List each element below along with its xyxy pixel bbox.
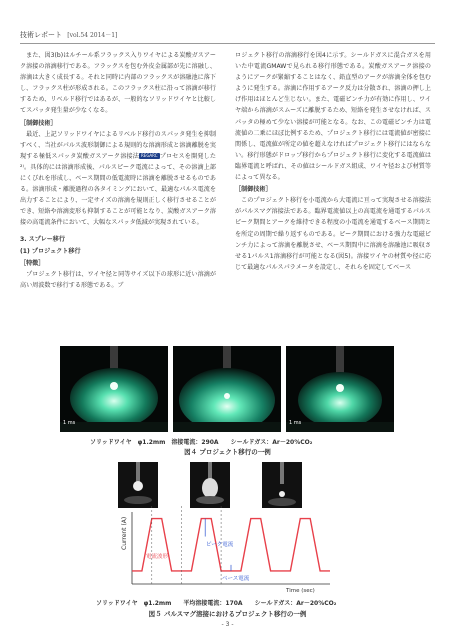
left-heading-feature: ［特徴］ bbox=[20, 259, 45, 267]
page-number: - 3 - bbox=[221, 621, 234, 628]
subsection-title: (1) プロジェクト移行 bbox=[20, 247, 81, 255]
figure-5-conditions: ソリッドワイヤ φ1.2mm 平均溶接電流：170A シールドガス：Ar－20%CO₂ bbox=[96, 600, 337, 607]
photo-3-time-label: 1 ms bbox=[289, 420, 302, 426]
left-paragraph-2b: プロセスを開発した²⁾。具体的には溶滴形成後、パルスピーク電流によって、その溶滴上部にくびれを形成し、ベース期間の低電流時に溶滴を離脱させるものである。溶滴形成・離脱過程の各タイミングにおいて、最適なパルス電流を出力することにより、一定サイズの溶滴を規則正しく移行させることができ、短絡や溶滴変形も抑制することが可能となり、炭酸ガスアーク溶接の高電流条件において、大幅なスパッタ低減が実現されている。 bbox=[20, 152, 216, 227]
arc-photo-1 bbox=[60, 346, 168, 432]
figure-4 bbox=[60, 346, 395, 432]
left-column bbox=[20, 50, 216, 291]
current-waveform-chart bbox=[118, 506, 338, 594]
chart-xlabel: Time (sec) bbox=[286, 588, 315, 594]
chart-series-label: 電流波形 bbox=[146, 554, 169, 560]
figure-4-caption: 図４ プロジェクト移行の一例 bbox=[184, 448, 271, 456]
droplet-photo-2 bbox=[190, 462, 230, 508]
left-paragraph-2a: 最近、上記ソリッドワイヤによるリベルド移行のスパッタ発生を抑制すべく、当社がパルス波形制御による規則的な溶滴形成と溶滴離脱を実現する極低スパッタ炭酸ガスアーク溶接法 bbox=[20, 130, 216, 160]
droplet-photo-1 bbox=[118, 462, 158, 508]
chart-base-annotation: ベース電流 bbox=[222, 576, 250, 582]
section-title: 3. スプレー移行 bbox=[20, 235, 65, 243]
header-rule bbox=[20, 43, 435, 44]
chart-ylabel: Current (A) bbox=[121, 516, 128, 550]
arc-photo-2 bbox=[173, 346, 281, 432]
droplet-photo-3 bbox=[262, 462, 302, 508]
header-title: 技術レポート bbox=[20, 31, 62, 39]
header-volume: [vol.54 2014－1] bbox=[67, 32, 118, 39]
figure-5-photos bbox=[118, 462, 318, 512]
left-paragraph-2 bbox=[20, 129, 216, 229]
figure-5-caption: 図５ パルスマグ溶接におけるプロジェクト移行の一例 bbox=[148, 610, 307, 618]
left-heading-control: ［制御技術］ bbox=[20, 119, 57, 127]
figure-4-conditions: ソリッドワイヤ φ1.2mm 溶接電流：290A シールドガス：Ar－20%CO₂ bbox=[90, 439, 313, 446]
right-paragraph-1: ロジェクト移行の溶滴移行を図4に示す。シールドガスに混合ガスを用いた中電流GMAWで見られる移行形態である。炭酸ガスアーク溶接のようにアークが緊縮することはなく、鉛直型のアークが溶滴全体を包むように発生する。溶滴に作用するアーク反力は分散され、溶滴の押し上げ作用はほとんど生じない。また、電磁ピンチ力が有効に作用し、ワイヤ端から溶滴がスムーズに離脱するため、短絡を発生させなければ、スパッタの極めて少ない溶接が可能となる。なお、この電磁ピンチ力は電流値の二乗にほぼ比例するため、プロジェクト移行には電流値が密接に関係し、電流値が所定の値を超えなければプロジェクト移行にはならない。移行形態がドロップ移行からプロジェクト移行に変化する電流値は臨界電流と呼ばれ、その値はシールドガス組成、ワイヤ径および材質等によって異なる。 bbox=[235, 52, 431, 182]
left-paragraph-3: プロジェクト移行は、ワイヤ径と同等サイズ以下の球形に近い溶滴が高い周波数で移行する形態である。ブ bbox=[20, 270, 216, 289]
chart-peak-annotation: ピーク電流 bbox=[206, 542, 234, 548]
right-column bbox=[235, 50, 431, 273]
arc-photo-3 bbox=[286, 346, 394, 432]
page-header bbox=[20, 30, 117, 40]
right-paragraph-2: このプロジェクト移行を小電流から大電流に亘って実現させる溶接法がパルスマグ溶接法である。臨界電流値以上の高電流を通電するパルスピーク期間とアークを維持できる程度の小電流を通電するベース期間とを所定の周期で繰り返すものである。ピーク期間における強力な電磁ピンチ力によって溶滴を離脱させ、ベース期間中に溶滴を溶融池に吸収させる1パルス1溶滴移行が可能となる(図5)。溶接ワイヤの材質や径に応じて最適なパルスパラメータを設定し、それらを固定してベース bbox=[235, 197, 431, 271]
left-paragraph-1: また、図3(b)はルチール系フラックス入りワイヤによる炭酸ガスアーク溶接の溶滴移行である。フラックスを包む外皮金属部が先に溶融し、溶滴は大きく成長する。それと同時に内部のフラックスが溶融池に落下し、フラックス柱が形成される。このフラックス柱に沿って溶滴が移行するため、リベルド移行ではあるが、一般的なソリッドワイヤと比較してスパッタ発生量が少なくなる。 bbox=[20, 52, 216, 115]
regarc-logo: REGARC bbox=[141, 152, 158, 158]
right-heading-control: ［制御技術］ bbox=[235, 186, 272, 194]
photo-1-time-label: 1 ms bbox=[63, 420, 76, 426]
